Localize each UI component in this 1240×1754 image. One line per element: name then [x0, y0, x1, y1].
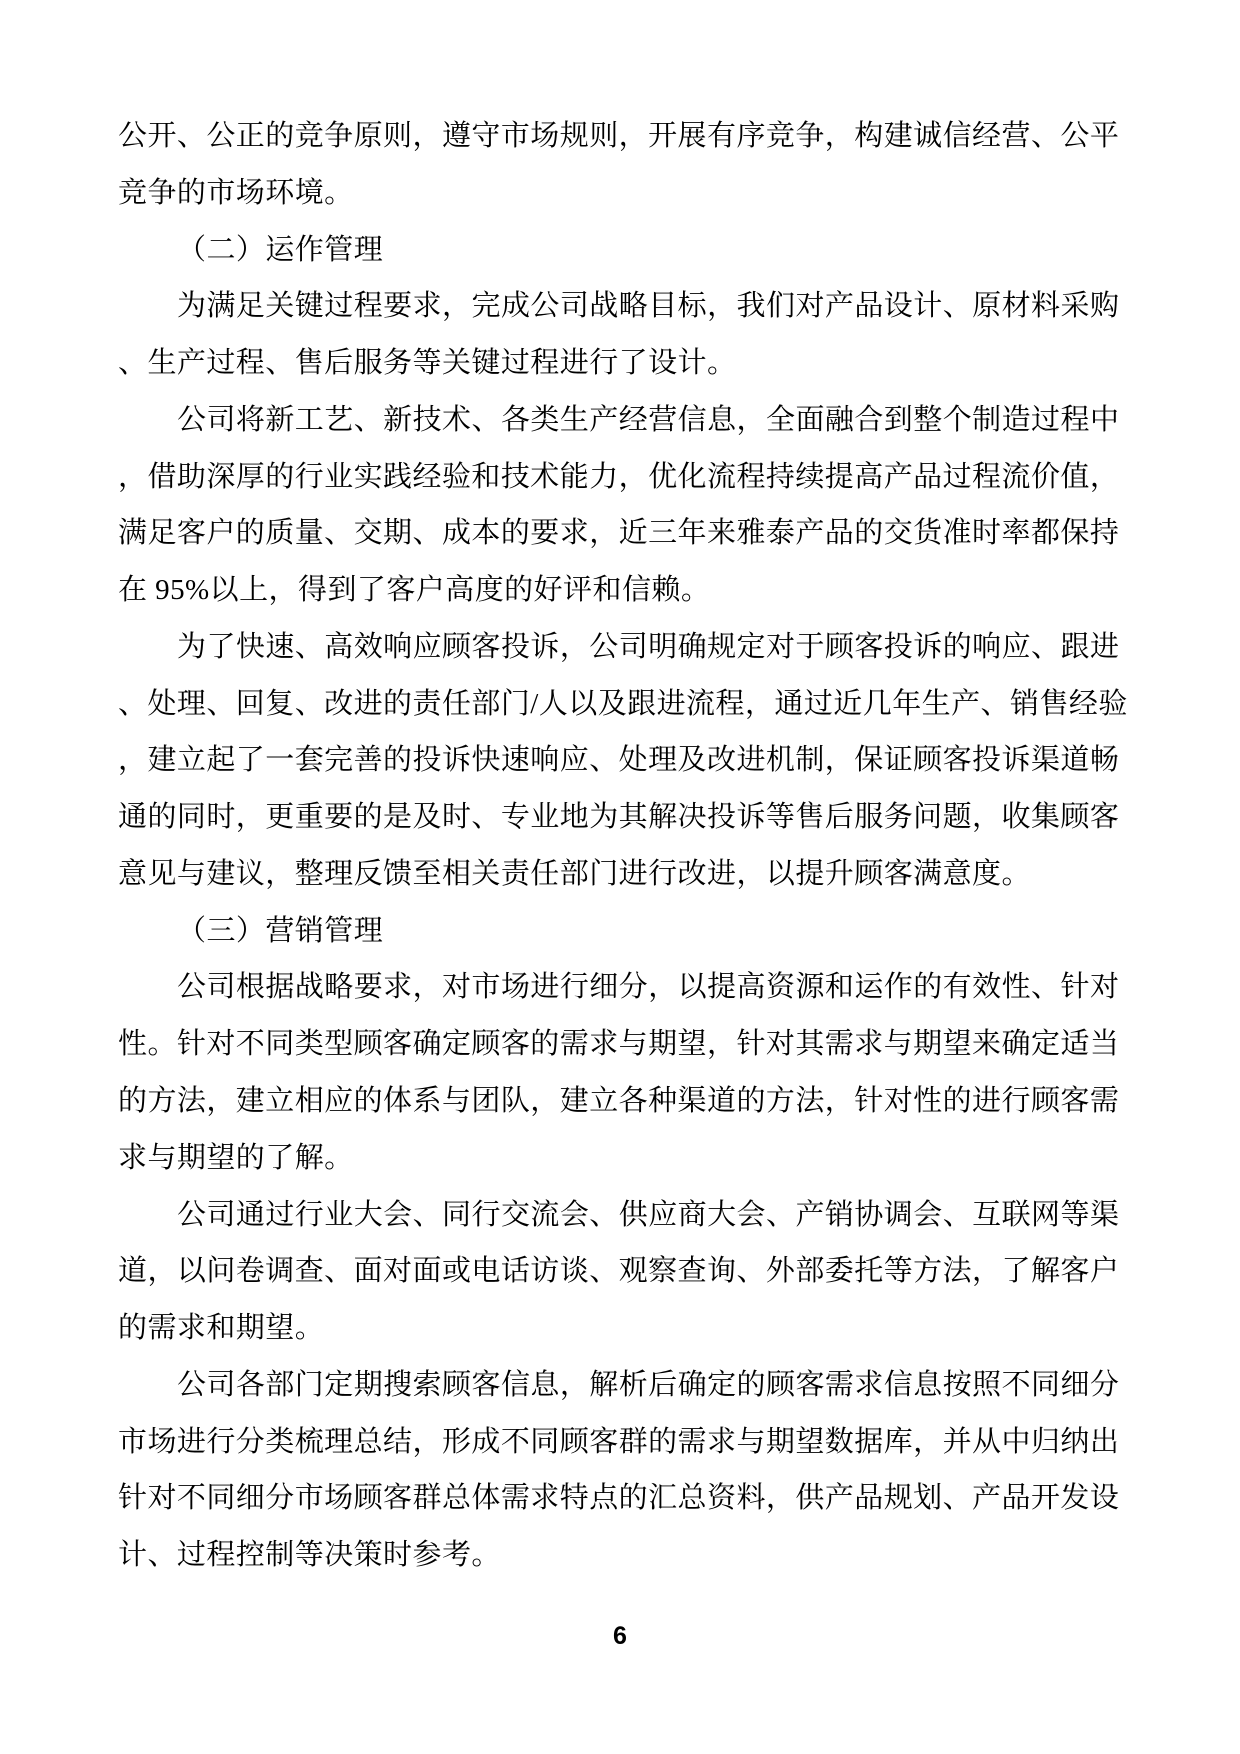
section-heading: （二）运作管理 [177, 233, 384, 266]
paragraph-line: 道，以问卷调查、面对面或电话访谈、观察查询、外部委托等方法，了解客户 [118, 1255, 1120, 1288]
paragraph-line: 为满足关键过程要求，完成公司战略目标，我们对产品设计、原材料采购 [177, 290, 1120, 323]
page-number: 6 [613, 1622, 627, 1650]
section-heading: （三）营销管理 [177, 914, 384, 947]
paragraph-line: ，建立起了一套完善的投诉快速响应、处理及改进机制，保证顾客投诉渠道畅 [118, 744, 1120, 777]
paragraph-line: ，借助深厚的行业实践经验和技术能力，优化流程持续提高产品过程流价值， [118, 460, 1120, 493]
paragraph-line: 的需求和期望。 [118, 1312, 325, 1345]
paragraph-line: 的方法，建立相应的体系与团队，建立各种渠道的方法，针对性的进行顾客需 [118, 1085, 1120, 1118]
paragraph-line: 公开、公正的竞争原则，遵守市场规则，开展有序竞争，构建诚信经营、公平 [118, 120, 1120, 152]
paragraph-line: 满足客户的质量、交期、成本的要求，近三年来雅泰产品的交货准时率都保持 [118, 517, 1120, 550]
paragraph-line: 针对不同细分市场顾客群总体需求特点的汇总资料，供产品规划、产品开发设 [118, 1482, 1120, 1515]
paragraph-line: 性。针对不同类型顾客确定顾客的需求与期望，针对其需求与期望来确定适当 [118, 1028, 1120, 1061]
paragraph-line: 、处理、回复、改进的责任部门/人以及跟进流程，通过近几年生产、销售经验 [118, 687, 1128, 720]
paragraph-line: 公司根据战略要求，对市场进行细分，以提高资源和运作的有效性、针对 [177, 971, 1120, 1004]
paragraph-line: 通的同时，更重要的是及时、专业地为其解决投诉等售后服务问题，收集顾客 [118, 801, 1120, 834]
paragraph-line: 求与期望的了解。 [118, 1141, 354, 1174]
paragraph-line: 为了快速、高效响应顾客投诉，公司明确规定对于顾客投诉的响应、跟进 [177, 630, 1120, 663]
paragraph-line: 计、过程控制等决策时参考。 [118, 1539, 501, 1572]
paragraph-line: 竞争的市场环境。 [118, 176, 354, 209]
paragraph-line: 公司各部门定期搜索顾客信息，解析后确定的顾客需求信息按照不同细分 [177, 1368, 1120, 1401]
paragraph-line: 公司通过行业大会、同行交流会、供应商大会、产销协调会、互联网等渠 [177, 1198, 1120, 1231]
paragraph-line: 、生产过程、售后服务等关键过程进行了设计。 [118, 347, 737, 380]
paragraph-line: 公司将新工艺、新技术、各类生产经营信息，全面融合到整个制造过程中 [177, 403, 1120, 436]
document-body [118, 108, 1128, 1584]
paragraph-line: 在 95%以上，得到了客户高度的好评和信赖。 [118, 574, 711, 607]
paragraph-line: 市场进行分类梳理总结，形成不同顾客群的需求与期望数据库，并从中归纳出 [118, 1425, 1120, 1458]
paragraph-line: 意见与建议，整理反馈至相关责任部门进行改进，以提升顾客满意度。 [118, 857, 1031, 890]
